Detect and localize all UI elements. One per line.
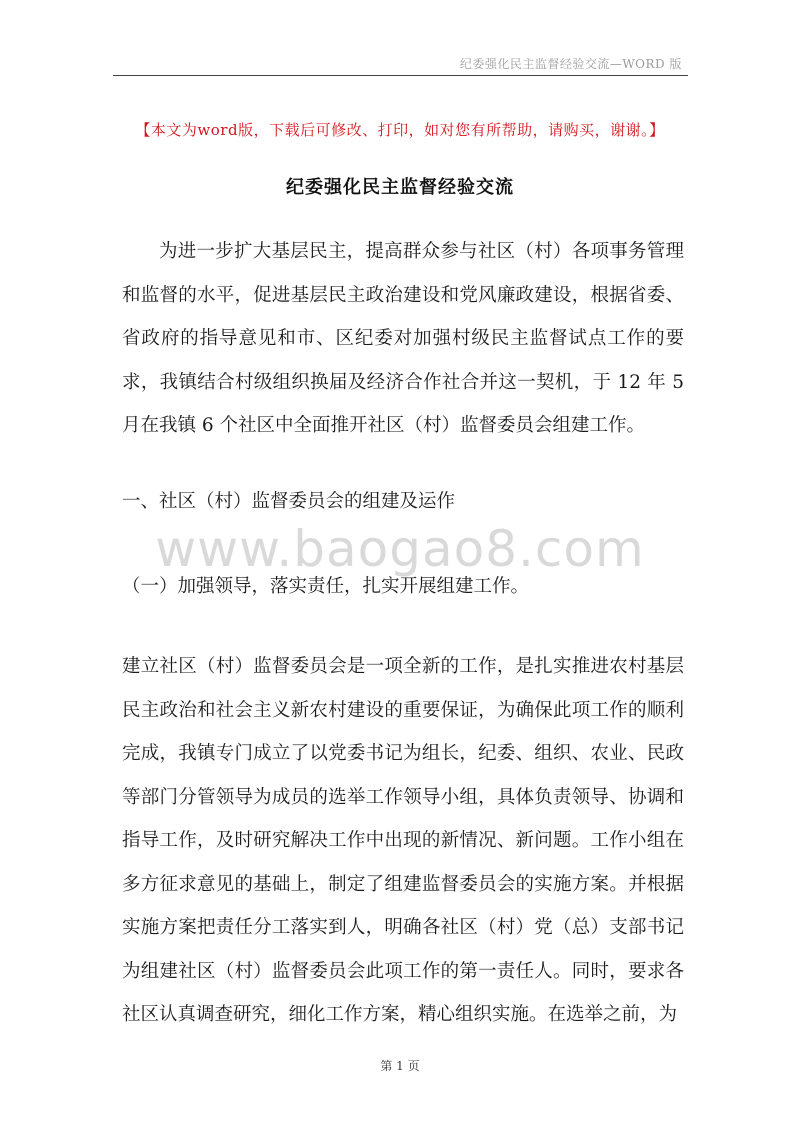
- intro-paragraph: 为进一步扩大基层民主，提高群众参与社区（村）各项事务管理和监督的水平，促进基层民主政治建设和党风廉政建设，根据省委、省政府的指导意见和市、区纪委对加强村级民主监督试点工作的要求，我镇结合村级组织换届及经济合作社合并这一契机，于 12 年 5 月在我镇 6 个社区中全面推开社区（村）监督委员会组建工作。: [122, 241, 684, 436]
- section-heading: 一、社区（村）监督委员会的组建及运作: [122, 491, 456, 512]
- download-notice: 【本文为word版，下载后可修改、打印，如对您有所帮助，请购买，谢谢。】: [135, 121, 665, 139]
- header-divider: [113, 75, 688, 76]
- page-number: 第 1 页: [380, 1059, 420, 1073]
- body-paragraph: 建立社区（村）监督委员会是一项全新的工作，是扎实推进农村基层民主政治和社会主义新农村建设的重要保证，为确保此项工作的顺利完成，我镇专门成立了以党委书记为组长，纪委、组织、农业、民政等部门分管领导为成员的选举工作领导小组，具体负责领导、协调和指导工作，及时研究解决工作中出现的新情况、新问题。工作小组在多方征求意见的基础上，制定了组建监督委员会的实施方案。并根据实施方案把责任分工落实到人，明确各社区（村）党（总）支部书记为组建社区（村）监督委员会此项工作的第一责任人。同时，要求各社区认真调查研究，细化工作方案，精心组织实施。在选举之前，为: [122, 656, 684, 1025]
- watermark: www.baogao8.com: [155, 520, 645, 578]
- running-header: 纪委强化民主监督经验交流—WORD 版: [459, 57, 682, 71]
- document-title: 纪委强化民主监督经验交流: [286, 177, 514, 198]
- sub-heading: （一）加强领导，落实责任，扎实开展组建工作。: [122, 576, 530, 597]
